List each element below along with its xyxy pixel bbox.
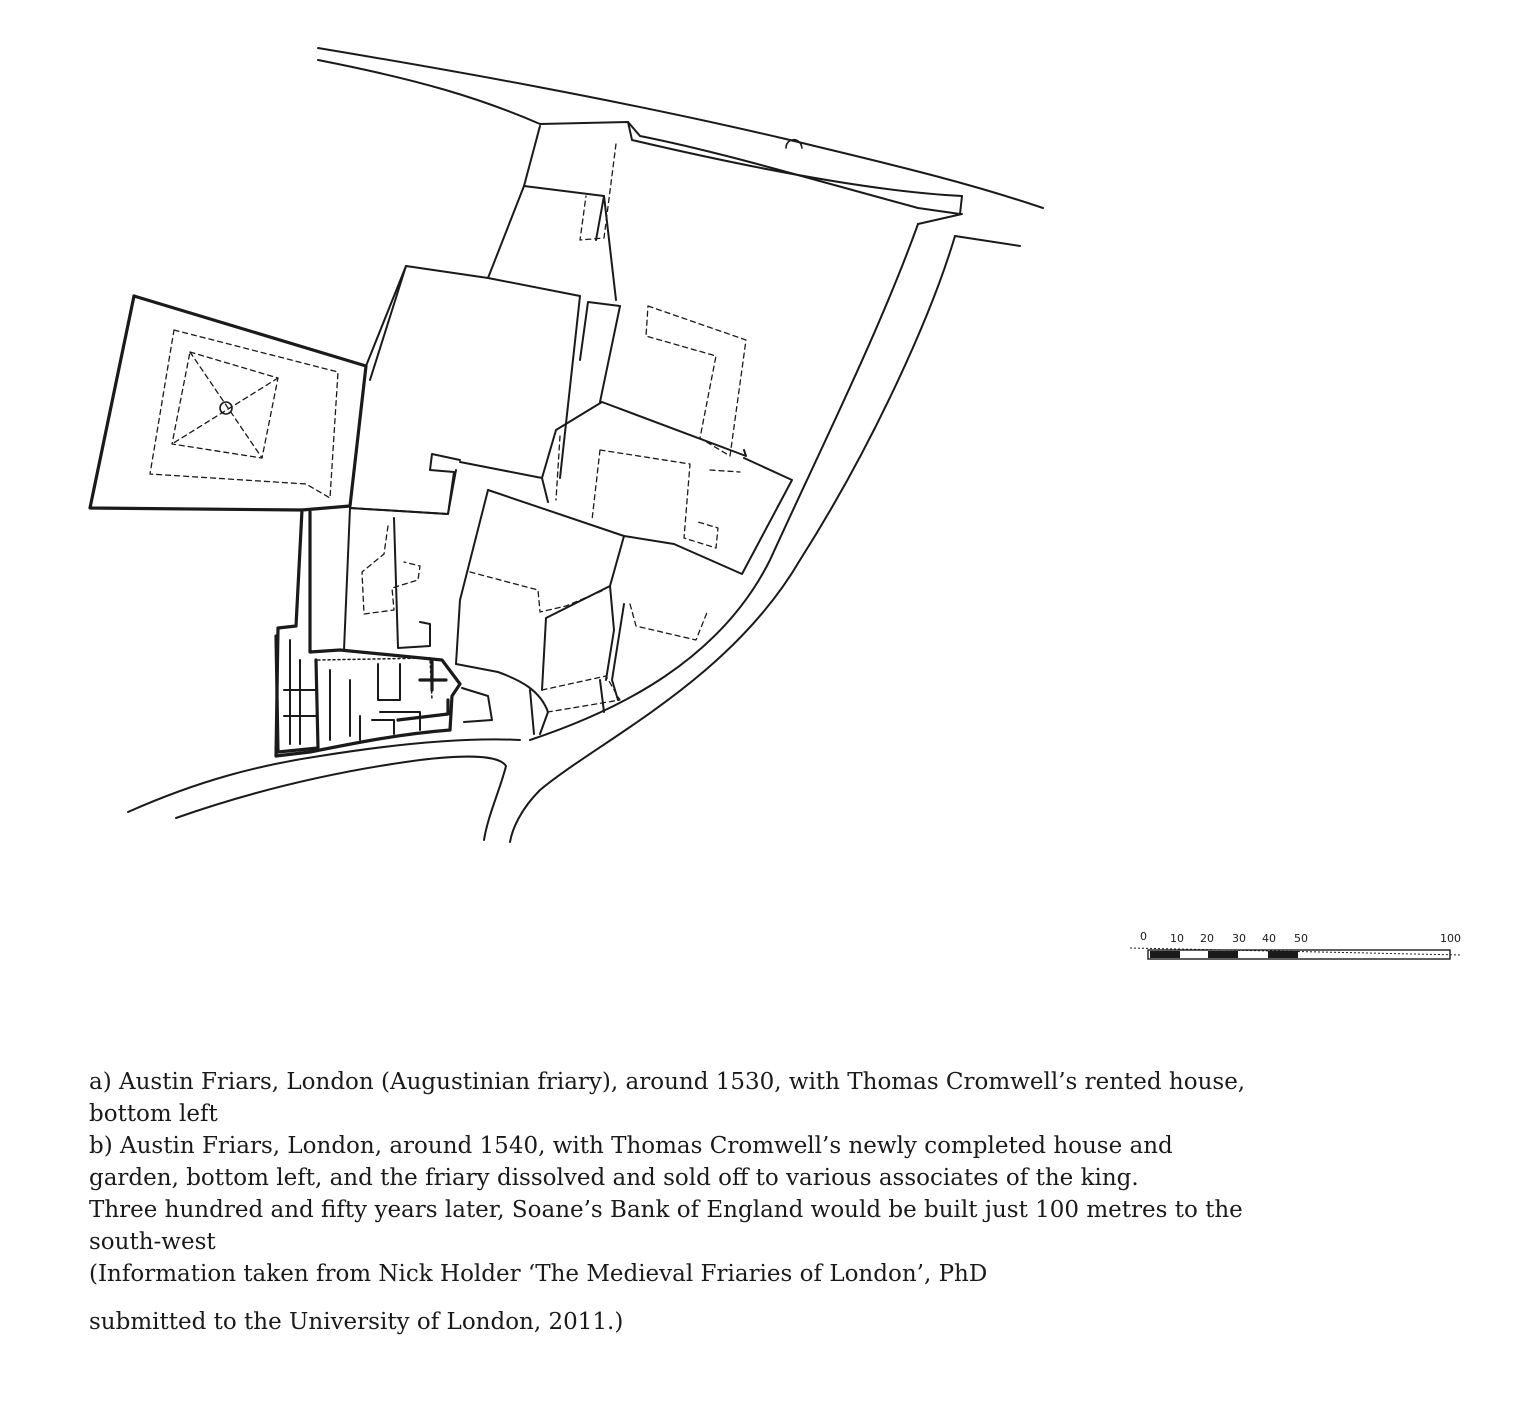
caption-line-b: b) Austin Friars, London, around 1540, with Thomas Cromwell’s newly completed house and garden, bottom left, and the friary dissolved and sold off to various associates of the king. [89, 1133, 1173, 1191]
scale-label-100: 100 [1440, 932, 1461, 945]
caption-line-c: Three hundred and fifty years later, Soane’s Bank of England would be built just 100 metres to the south-west [89, 1197, 1243, 1255]
scale-label-0: 0 [1140, 930, 1147, 943]
caption-line-d: (Information taken from Nick Holder ‘The Medieval Friaries of London’, PhD [89, 1261, 988, 1287]
caption-line-e: submitted to the University of London, 2011.) [89, 1309, 624, 1335]
friary-buildings [344, 126, 792, 734]
caption-line-a: a) Austin Friars, London (Augustinian friary), around 1530, with Thomas Cromwell’s rented house, bottom left [89, 1069, 1246, 1127]
south-street [128, 739, 520, 840]
scale-bar-labels [1140, 930, 1461, 945]
north-street [318, 48, 1043, 214]
scale-label-10: 10 [1170, 932, 1184, 945]
scale-label-50: 50 [1294, 932, 1308, 945]
cromwell-garden [90, 296, 460, 756]
scale-label-20: 20 [1200, 932, 1214, 945]
scale-label-30: 30 [1232, 932, 1246, 945]
scale-bar [1130, 948, 1462, 959]
scale-label-40: 40 [1262, 932, 1276, 945]
figure-caption [89, 1066, 1249, 1338]
